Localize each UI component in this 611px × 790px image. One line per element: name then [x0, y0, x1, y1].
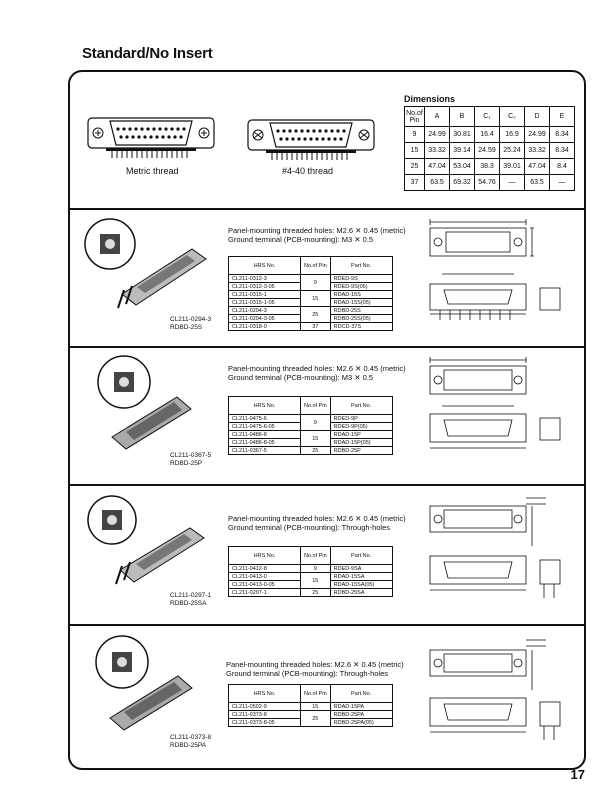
- parts-header-cell: No.of Pin: [301, 397, 331, 415]
- parts-header-cell: Part No.: [330, 257, 392, 275]
- part-number-cell: RDBD-25PA(05): [330, 719, 392, 727]
- dim-cell: 8.4: [550, 159, 575, 175]
- dim-cell: 16.9: [500, 127, 525, 143]
- page-number: 17: [570, 767, 585, 782]
- dim-cell: 24.99: [425, 127, 450, 143]
- table-row: [229, 711, 393, 719]
- caption-hrs-number: CL211-0297-1: [170, 592, 212, 599]
- part-number-cell: RDBD-25P: [330, 447, 392, 455]
- pin-count-cell: 15: [301, 703, 331, 711]
- product-caption: [170, 734, 211, 750]
- dim-cell: 37: [405, 175, 425, 191]
- table-row: [229, 703, 393, 711]
- panel-mounting-text: Panel-mounting threaded holes: M2.6 ✕ 0.45 (metric): [228, 364, 406, 373]
- dim-cell: 69.32: [450, 175, 475, 191]
- dim-header-cell: C₁: [475, 107, 500, 127]
- product-section-3: [70, 486, 586, 624]
- metric-thread-connector-drawing: [86, 114, 216, 169]
- pin-count-cell: 9: [301, 565, 331, 573]
- pin-count-cell: 9: [301, 275, 331, 291]
- table-row: [229, 291, 393, 299]
- dim-cell: 9: [405, 127, 425, 143]
- product-photo: [82, 352, 212, 452]
- dim-header-cell: E: [550, 107, 575, 127]
- parts-header-cell: Part No.: [330, 685, 392, 703]
- metric-thread-label: Metric thread: [126, 166, 179, 176]
- hrs-number-cell: CL211-0486-8-05: [229, 439, 301, 447]
- dim-cell: 24.59: [475, 143, 500, 159]
- caption-part-number: RDBD-25SA: [170, 600, 207, 607]
- pin-count-cell: 25: [301, 447, 331, 455]
- parts-header-row: [229, 257, 393, 275]
- dimension-drawing: [422, 352, 572, 480]
- pin-count-cell: 15: [301, 431, 331, 447]
- part-number-cell: RDCD-37S: [330, 323, 392, 331]
- section-description: [228, 364, 406, 382]
- page-heading: Standard/No Insert: [82, 45, 213, 62]
- dim-cell: 25: [405, 159, 425, 175]
- part-number-cell: RDED-9S: [330, 275, 392, 283]
- hrs-number-cell: CL211-0312-3: [229, 275, 301, 283]
- ground-terminal-text: Ground terminal (PCB-mounting): M3 ✕ 0.5: [228, 373, 374, 382]
- table-row: [229, 447, 393, 455]
- dim-cell: 39.14: [450, 143, 475, 159]
- parts-header-cell: Part No.: [330, 547, 392, 565]
- product-caption: [170, 452, 211, 468]
- product-section-2: [70, 348, 586, 484]
- panel-mounting-text: Panel-mounting threaded holes: M2.6 ✕ 0.45 (metric): [228, 226, 406, 235]
- dim-header-cell: No.of Pin: [405, 107, 425, 127]
- dim-cell: 30.81: [450, 127, 475, 143]
- ground-terminal-text: Ground terminal (PCB-mounting): M3 ✕ 0.5: [228, 235, 374, 244]
- parts-header-cell: HRS No.: [229, 547, 301, 565]
- parts-header-cell: No.of Pin: [301, 547, 331, 565]
- caption-hrs-number: CL211-0373-8: [170, 734, 212, 741]
- part-number-cell: RDBD-25SA: [330, 589, 392, 597]
- part-number-cell: RDAD-15S(05): [330, 299, 392, 307]
- dim-cell: 25.24: [500, 143, 525, 159]
- part-number-cell: RDBD-25S(05): [330, 315, 392, 323]
- product-caption: [170, 316, 211, 332]
- ground-terminal-text: Ground terminal (PCB-mounting): Through-holes: [228, 523, 391, 532]
- part-number-cell: RDED-9P: [330, 415, 392, 423]
- hrs-number-cell: CL211-0502-9: [229, 703, 301, 711]
- part-number-cell: RDAD-15PA: [330, 703, 392, 711]
- dim-cell: 24.99: [525, 127, 550, 143]
- table-row: [229, 307, 393, 315]
- dimensions-table: [404, 106, 575, 191]
- dimensions-title: Dimensions: [404, 94, 456, 104]
- hrs-number-cell: CL211-0373-8-05: [229, 719, 301, 727]
- parts-table: [228, 684, 393, 727]
- dim-cell: 8.34: [550, 143, 575, 159]
- dim-header-cell: A: [425, 107, 450, 127]
- parts-table: [228, 256, 393, 331]
- dim-cell: 53.04: [450, 159, 475, 175]
- parts-header-cell: Part No.: [330, 397, 392, 415]
- pin-count-cell: 25: [301, 589, 331, 597]
- unc-thread-label: #4-40 thread: [282, 166, 334, 176]
- caption-part-number: RDBD-25PA: [170, 742, 207, 749]
- parts-header-cell: No.of Pin: [301, 685, 331, 703]
- pin-count-cell: 25: [301, 307, 331, 323]
- table-row: [229, 275, 393, 283]
- part-number-cell: RDAD-15SA(05): [330, 581, 392, 589]
- part-number-cell: RDAD-15P(05): [330, 439, 392, 447]
- dim-cell: 38.3: [475, 159, 500, 175]
- dim-cell: 33.32: [525, 143, 550, 159]
- section-description: [226, 660, 404, 678]
- parts-header-cell: No.of Pin: [301, 257, 331, 275]
- product-section-1: [70, 210, 586, 346]
- dim-cell: 54.76: [475, 175, 500, 191]
- unc-thread-connector-drawing: [246, 116, 376, 171]
- product-section-4: [70, 626, 586, 770]
- dim-header-cell: D: [525, 107, 550, 127]
- hrs-number-cell: CL211-0412-8: [229, 565, 301, 573]
- dimension-drawing: [422, 214, 572, 342]
- parts-header-row: [229, 547, 393, 565]
- table-row: [229, 589, 393, 597]
- dim-cell: 15: [405, 143, 425, 159]
- table-row: [229, 573, 393, 581]
- product-photo: [82, 632, 212, 732]
- dim-cell: —: [550, 175, 575, 191]
- dim-cell: 63.5: [525, 175, 550, 191]
- hrs-number-cell: CL211-0315-1: [229, 291, 301, 299]
- part-number-cell: RDED-9S(05): [330, 283, 392, 291]
- panel-mounting-text: Panel-mounting threaded holes: M2.6 ✕ 0.45 (metric): [228, 514, 406, 523]
- dimension-drawing: [422, 632, 572, 760]
- part-number-cell: RDAD-15P: [330, 431, 392, 439]
- dimensions-header-row: [405, 107, 575, 127]
- product-photo: [82, 214, 212, 314]
- section-description: [228, 226, 406, 244]
- part-number-cell: RDED-9P(05): [330, 423, 392, 431]
- dim-cell: 8.34: [550, 127, 575, 143]
- hrs-number-cell: CL211-0413-0-05: [229, 581, 301, 589]
- parts-header-cell: HRS No.: [229, 685, 301, 703]
- ground-terminal-text: Ground terminal (PCB-mounting): Through-holes: [226, 669, 389, 678]
- table-row: [405, 143, 575, 159]
- dimension-drawing: [422, 490, 572, 618]
- part-number-cell: RDAD-15S: [330, 291, 392, 299]
- dim-cell: 47.04: [525, 159, 550, 175]
- dim-cell: —: [500, 175, 525, 191]
- parts-header-row: [229, 685, 393, 703]
- product-photo: [82, 492, 212, 592]
- dim-cell: 16.4: [475, 127, 500, 143]
- table-row: [229, 431, 393, 439]
- pin-count-cell: 37: [301, 323, 331, 331]
- caption-part-number: RDBD-25S: [170, 324, 203, 331]
- pin-count-cell: 15: [301, 291, 331, 307]
- dim-cell: 39.01: [500, 159, 525, 175]
- hrs-number-cell: CL211-0373-8: [229, 711, 301, 719]
- table-row: [229, 565, 393, 573]
- caption-hrs-number: CL211-0294-3: [170, 316, 212, 323]
- hrs-number-cell: CL211-0475-6-05: [229, 423, 301, 431]
- hrs-number-cell: CL211-0312-3-05: [229, 283, 301, 291]
- part-number-cell: RDAD-15SA: [330, 573, 392, 581]
- parts-header-cell: HRS No.: [229, 257, 301, 275]
- table-row: [405, 159, 575, 175]
- hrs-number-cell: CL211-0294-3-05: [229, 315, 301, 323]
- hrs-number-cell: CL211-0315-1-05: [229, 299, 301, 307]
- caption-part-number: RDBD-25P: [170, 460, 203, 467]
- hrs-number-cell: CL211-0413-0: [229, 573, 301, 581]
- hrs-number-cell: CL211-0294-3: [229, 307, 301, 315]
- dim-cell: 63.5: [425, 175, 450, 191]
- parts-table: [228, 546, 393, 597]
- hrs-number-cell: CL211-0297-1: [229, 589, 301, 597]
- dim-cell: 33.32: [425, 143, 450, 159]
- part-number-cell: RDED-9SA: [330, 565, 392, 573]
- dim-header-cell: B: [450, 107, 475, 127]
- hrs-number-cell: CL211-0367-5: [229, 447, 301, 455]
- hrs-number-cell: CL211-0475-6: [229, 415, 301, 423]
- parts-header-cell: HRS No.: [229, 397, 301, 415]
- part-number-cell: RDBD-25S: [330, 307, 392, 315]
- hrs-number-cell: CL211-0486-8: [229, 431, 301, 439]
- pin-count-cell: 9: [301, 415, 331, 431]
- pin-count-cell: 25: [301, 711, 331, 727]
- table-row: [405, 127, 575, 143]
- table-row: [229, 415, 393, 423]
- dim-cell: 47.04: [425, 159, 450, 175]
- product-caption: [170, 592, 211, 608]
- caption-hrs-number: CL211-0367-5: [170, 452, 212, 459]
- parts-header-row: [229, 397, 393, 415]
- part-number-cell: RDBD-25PA: [330, 711, 392, 719]
- table-row: [405, 175, 575, 191]
- section-description: [228, 514, 406, 532]
- catalog-frame: [68, 70, 586, 770]
- panel-mounting-text: Panel-mounting threaded holes: M2.6 ✕ 0.45 (metric): [226, 660, 404, 669]
- dim-header-cell: C₂: [500, 107, 525, 127]
- hrs-number-cell: CL211-0318-0: [229, 323, 301, 331]
- table-row: [229, 323, 393, 331]
- pin-count-cell: 15: [301, 573, 331, 589]
- parts-table: [228, 396, 393, 455]
